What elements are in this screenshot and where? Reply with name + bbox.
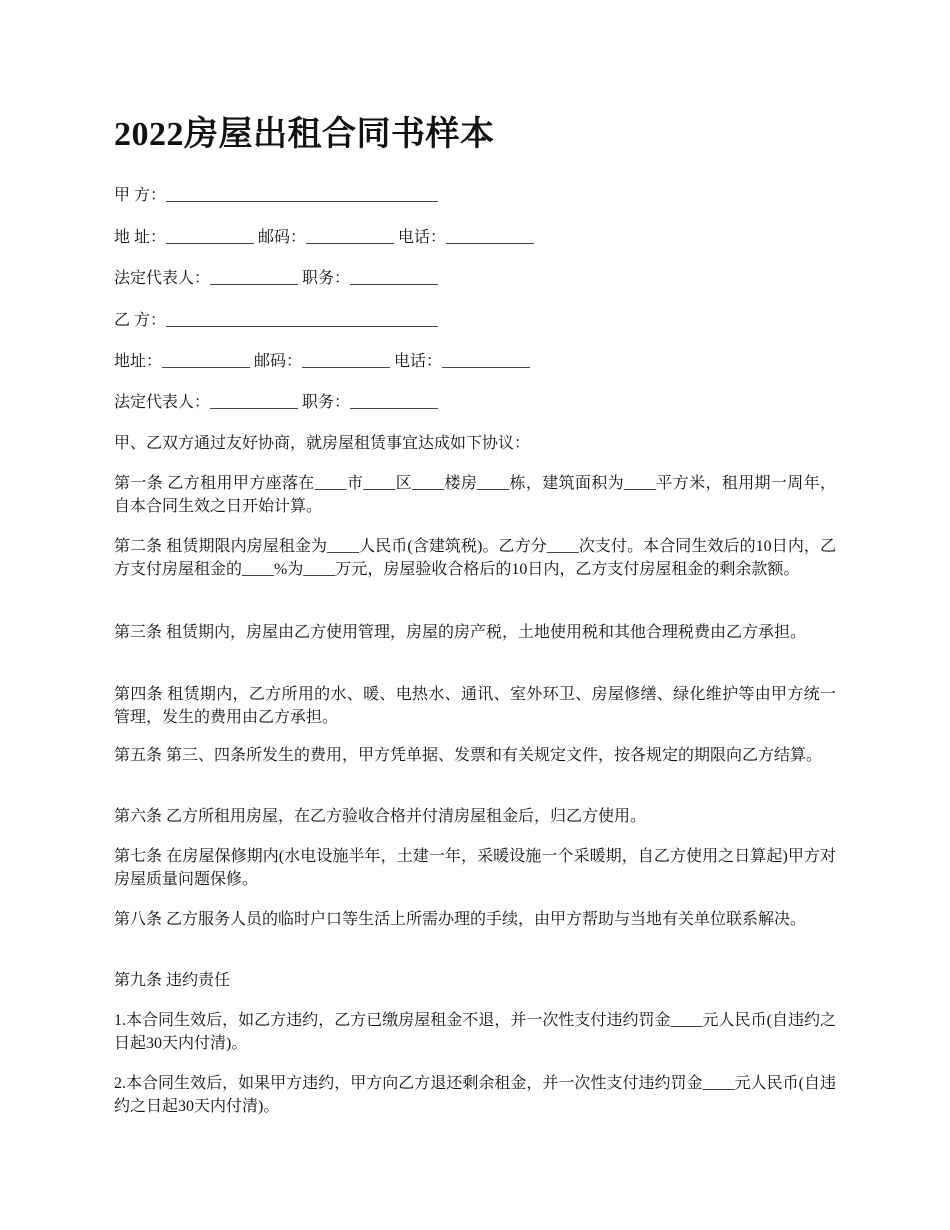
party-a-representative-line: 法定代表人：___________ 职务：___________: [114, 270, 439, 287]
article-3: 第三条 租赁期内，房屋由乙方使用管理，房屋的房产税，土地使用税和其他合理税费由乙方承担。: [114, 624, 807, 641]
breach-clause-2: 2.本合同生效后，如果甲方违约，甲方向乙方退还剩余租金，并一次性支付违约罚金____元人民币(自违约之日起30天内付清)。: [114, 1075, 836, 1115]
party-b-line: 乙 方：__________________________________: [114, 312, 439, 329]
party-a-line: 甲 方：__________________________________: [114, 187, 439, 204]
article-6: 第六条 乙方所租用房屋，在乙方验收合格并付清房屋租金后，归乙方使用。: [114, 808, 647, 825]
party-a-address-line: 地 址：___________ 邮码：___________ 电话：___________: [114, 229, 535, 246]
article-1: 第一条 乙方租用甲方座落在____市____区____楼房____栋，建筑面积为____平方米，租用期一周年，自本合同生效之日开始计算。: [114, 475, 836, 515]
agreement-intro: 甲、乙双方通过友好协商，就房屋租赁事宜达成如下协议：: [114, 435, 531, 452]
breach-clause-1: 1.本合同生效后，如乙方违约，乙方已缴房屋租金不退，并一次性支付违约罚金____元人民币(自违约之日起30天内付清)。: [114, 1012, 836, 1052]
article-8: 第八条 乙方服务人员的临时户口等生活上所需办理的手续，由甲方帮助与当地有关单位联系解决。: [114, 911, 807, 928]
article-7: 第七条 在房屋保修期内(水电设施半年，土建一年，采暖设施一个采暖期，自乙方使用之日算起)甲方对房屋质量问题保修。: [114, 848, 836, 888]
party-b-representative-line: 法定代表人：___________ 职务：___________: [114, 394, 439, 411]
article-2: 第二条 租赁期限内房屋租金为____人民币(含建筑税)。乙方分____次支付。本合同生效后的10日内，乙方支付房屋租金的____%为____万元，房屋验收合格后的10日内，乙方支付房屋租金的剩余款额。: [114, 538, 836, 578]
document-title: 2022房屋出租合同书样本: [114, 116, 495, 153]
article-4: 第四条 租赁期内，乙方所用的水、暖、电热水、通讯、室外环卫、房屋修缮、绿化维护等由甲方统一管理，发生的费用由乙方承担。: [114, 686, 836, 726]
party-b-address-line: 地址：___________ 邮码：___________ 电话：___________: [114, 353, 531, 370]
article-5: 第五条 第三、四条所发生的费用，甲方凭单据、发票和有关规定文件，按各规定的期限向乙方结算。: [114, 747, 823, 764]
article-9-heading: 第九条 违约责任: [114, 972, 231, 989]
